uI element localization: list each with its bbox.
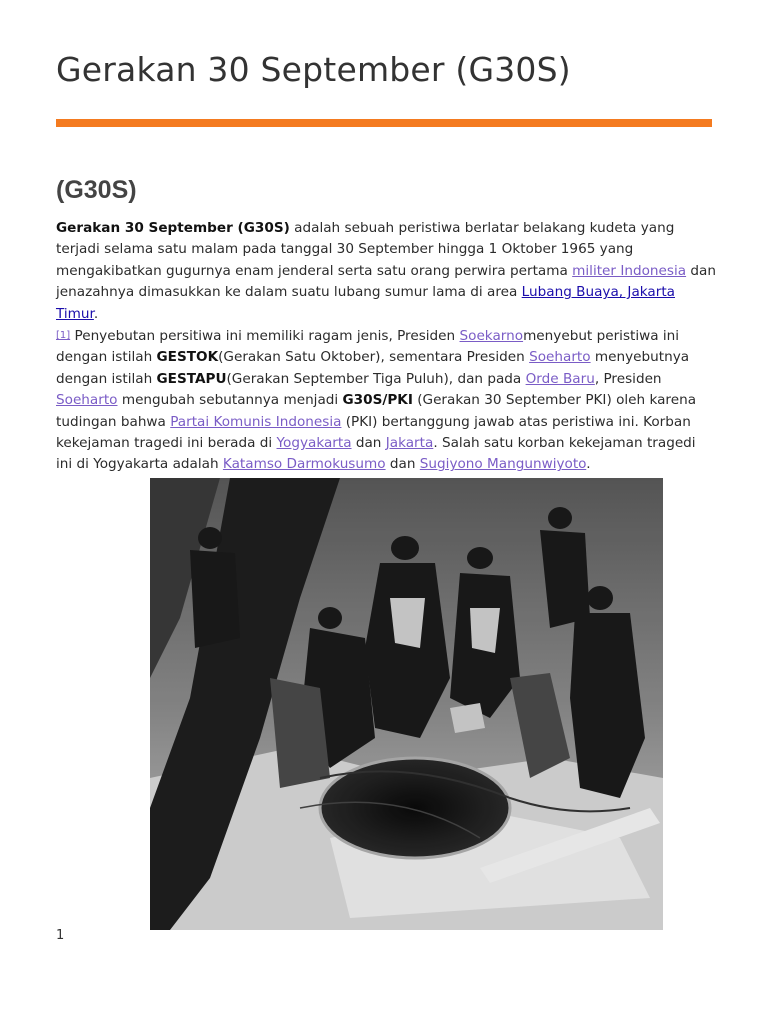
link-yogyakarta[interactable]: Yogyakarta: [276, 435, 352, 452]
title-accent-rule: [56, 119, 712, 127]
text-span: mengubah sebutannya menjadi: [117, 392, 343, 409]
link-soeharto[interactable]: Soeharto: [529, 349, 591, 366]
text-span: dan: [351, 435, 386, 452]
text-span: menyebutnya dengan istilah: [56, 349, 690, 387]
text-span: (Gerakan Satu Oktober), sementara Presiden: [218, 349, 530, 366]
historical-photo: [150, 478, 663, 930]
article-paragraph: [56, 218, 716, 476]
text-span: (Gerakan September Tiga Puluh), dan pada: [226, 370, 526, 387]
link-soekarno[interactable]: Soekarno: [459, 328, 524, 345]
text-span: (PKI) bertanggung jawab atas peristiwa ini. Korban kekejaman tragedi ini berada di: [56, 413, 691, 452]
bold-term-g30s: Gerakan 30 September (G30S): [56, 220, 290, 236]
bold-term-g30s-pki: G30S/PKI: [342, 392, 413, 409]
page-title: Gerakan 30 September (G30S): [56, 50, 571, 89]
link-partai-komunis-indonesia[interactable]: Partai Komunis Indonesia: [170, 413, 342, 430]
text-span: dan jenazahnya dimasukkan ke dalam suatu lubang sumur lama di area: [56, 262, 716, 301]
bold-term-gestok: GESTOK: [156, 349, 219, 366]
link-lubang-buaya[interactable]: Lubang Buaya, Jakarta Timur: [56, 284, 675, 322]
text-span: menyebut peristiwa ini dengan istilah: [56, 328, 680, 366]
section-heading: (G30S): [56, 176, 137, 204]
link-soeharto-2[interactable]: Soeharto: [56, 392, 118, 409]
text-span: .: [586, 456, 591, 473]
reference-link-1[interactable]: [1]: [56, 330, 71, 342]
link-orde-baru[interactable]: Orde Baru: [525, 370, 595, 387]
text-span: Penyebutan persitiwa ini memiliki ragam jenis, Presiden: [70, 328, 460, 345]
text-span: .: [93, 305, 99, 322]
text-span: . Salah satu korban kekejaman tragedi ini di Yogyakarta adalah: [56, 435, 696, 473]
link-katamso-darmokusumo[interactable]: Katamso Darmokusumo: [222, 456, 386, 473]
link-sugiyono-mangunwiyoto[interactable]: Sugiyono Mangunwiyoto: [419, 456, 587, 473]
text-span: dan: [385, 456, 420, 473]
text-span: adalah sebuah peristiwa berlatar belakang kudeta yang terjadi selama satu malam pada tanggal 30 September hingga 1 Oktober 1965 yang mengakibatkan gugurnya enam jenderal serta satu orang perwira pertama: [56, 220, 675, 279]
bold-term-gestapu: GESTAPU: [156, 370, 227, 387]
page-number: 1: [56, 928, 65, 943]
link-militer-indonesia[interactable]: militer Indonesia: [572, 262, 687, 279]
text-span: (Gerakan 30 September PKI) oleh karena tudingan bahwa: [56, 392, 697, 430]
link-jakarta[interactable]: Jakarta: [385, 435, 434, 452]
text-span: , Presiden: [594, 370, 662, 387]
